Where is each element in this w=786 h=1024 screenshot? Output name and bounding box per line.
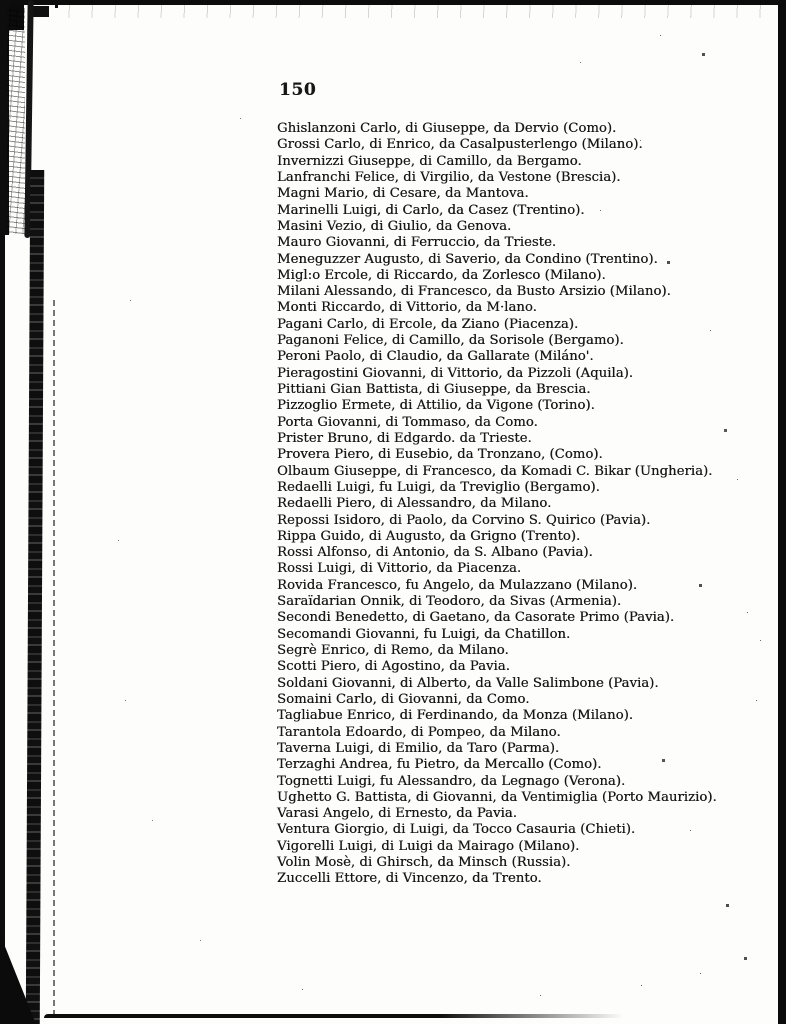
register-entry: Ghislanzoni Carlo, di Giuseppe, da Dervio (Como). — [277, 121, 617, 136]
scan-edge-bottom — [44, 1014, 624, 1018]
register-entry: Pieragostini Giovanni, di Vittorio, da Pizzoli (Aquila). — [277, 365, 634, 381]
register-entry: Segrè Enrico, di Remo, da Milano. — [277, 643, 509, 658]
register-entry: Marinelli Luigi, di Carlo, da Casez (Trentino). — [277, 202, 585, 218]
register-entry: Meneguzzer Augusto, di Saverio, da Condino (Trentino). — [277, 251, 658, 267]
register-entry: Prister Bruno, di Edgardo. da Trieste. — [277, 430, 532, 446]
register-entry: Monti Riccardo, di Vittorio, da M·lano. — [277, 300, 537, 316]
register-entry: Paganoni Felice, di Camillo, da Sorisole (Bergamo). — [277, 333, 624, 349]
register-entry: Ventura Giorgio, di Luigi, da Tocco Casauria (Chieti). — [277, 822, 636, 838]
scan-artifact-bottom-wedge — [0, 934, 36, 1024]
register-entry: Pizzoglio Ermete, di Attilio, da Vigone (Torino). — [277, 398, 595, 414]
page-number: 150 — [279, 80, 317, 100]
register-entry: Soldani Giovanni, di Alberto, da Valle Salimbone (Pavia). — [277, 675, 659, 691]
register-entry: Rossi Luigi, di Vittorio, da Piacenza. — [277, 561, 522, 577]
register-entry: Varasi Angelo, di Ernesto, da Pavia. — [277, 806, 517, 822]
register-entry: Somaini Carlo, di Giovanni, da Como. — [277, 691, 530, 707]
register-entry: Rippa Guido, di Augusto, da Grigno (Trento). — [277, 528, 581, 544]
register-entry: Volin Mosè, di Ghirsch, da Minsch (Russia). — [277, 855, 571, 871]
register-entry: Migl:o Ercole, di Riccardo, da Zorlesco (Milano). — [277, 267, 606, 283]
register-entry: Olbaum Giuseppe, di Francesco, da Komadi C. Bikar (Ungheria). — [277, 463, 713, 479]
scan-binding-speckle-band — [7, 8, 25, 234]
register-entry: Redaelli Luigi, fu Luigi, da Treviglio (Bergamo). — [277, 479, 600, 495]
register-entry: Masini Vezio, di Giulio, da Genova. — [277, 218, 512, 234]
register-entry: Repossi Isidoro, di Paolo, da Corvino S. Quirico (Pavia). — [277, 512, 651, 528]
register-entry: Taverna Luigi, di Emilio, da Taro (Parma). — [277, 740, 560, 756]
scan-noise-top — [60, 5, 780, 18]
scan-fold-dashed-line — [53, 300, 55, 1016]
register-entry: Milani Alessando, di Francesco, da Busto Arsizio (Milano). — [277, 284, 671, 300]
register-entry: Provera Piero, di Eusebio, da Tronzano, (Como). — [277, 447, 603, 463]
register-entry: Tognetti Luigi, fu Alessandro, da Legnago (Verona). — [277, 773, 626, 789]
register-entry: Scotti Piero, di Agostino, da Pavia. — [277, 659, 510, 675]
register-entry: Zuccelli Ettore, di Vincenzo, da Trento. — [277, 871, 542, 887]
register-entry: Ughetto G. Battista, di Giovanni, da Ventimiglia (Porto Maurizio). — [277, 789, 717, 805]
register-entry: Pagani Carlo, di Ercole, da Ziano (Piacenza). — [277, 316, 579, 332]
register-entry: Saraïdarian Onnik, di Teodoro, da Sivas (Armenia). — [277, 594, 622, 610]
register-entry: Magni Mario, di Cesare, da Mantova. — [277, 186, 529, 202]
register-entry: Rossi Alfonso, di Antonio, da S. Albano (Pavia). — [277, 545, 593, 561]
scan-binding-band — [26, 170, 44, 1024]
register-entry: Porta Giovanni, di Tommaso, da Como. — [277, 414, 538, 430]
register-entry: Peroni Paolo, di Claudio, da Gallarate (Miláno'. — [277, 349, 594, 365]
scan-edge-right — [778, 0, 786, 1024]
register-entry: Pittiani Gian Battista, di Giuseppe, da Brescia. — [277, 382, 591, 397]
register-entry: Tagliabue Enrico, di Ferdinando, da Monza (Milano). — [277, 708, 634, 724]
register-entry: Mauro Giovanni, di Ferruccio, da Trieste. — [277, 235, 557, 251]
register-entry: Invernizzi Giuseppe, di Camillo, da Bergamo. — [277, 153, 582, 169]
register-list — [277, 121, 717, 888]
register-entry: Grossi Carlo, di Enrico, da Casalpusterlengo (Milano). — [277, 137, 643, 153]
register-entry: Tarantola Edoardo, di Pompeo, da Milano. — [277, 724, 561, 740]
register-entry: Rovida Francesco, fu Angelo, da Mulazzano (Milano). — [277, 577, 638, 593]
scan-dust-speckles — [0, 0, 1, 1]
register-entry: Lanfranchi Felice, di Virgilio, da Vestone (Brescia). — [277, 169, 621, 185]
register-entry: Vigorelli Luigi, di Luigi da Mairago (Milano). — [277, 838, 580, 854]
register-entry: Terzaghi Andrea, fu Pietro, da Mercallo (Como). — [277, 757, 602, 773]
register-entry: Secomandi Giovanni, fu Luigi, da Chatillon. — [277, 626, 571, 642]
register-entry: Secondi Benedetto, di Gaetano, da Casorate Primo (Pavia). — [277, 610, 675, 626]
register-entry: Redaelli Piero, di Alessandro, da Milano. — [277, 496, 552, 512]
